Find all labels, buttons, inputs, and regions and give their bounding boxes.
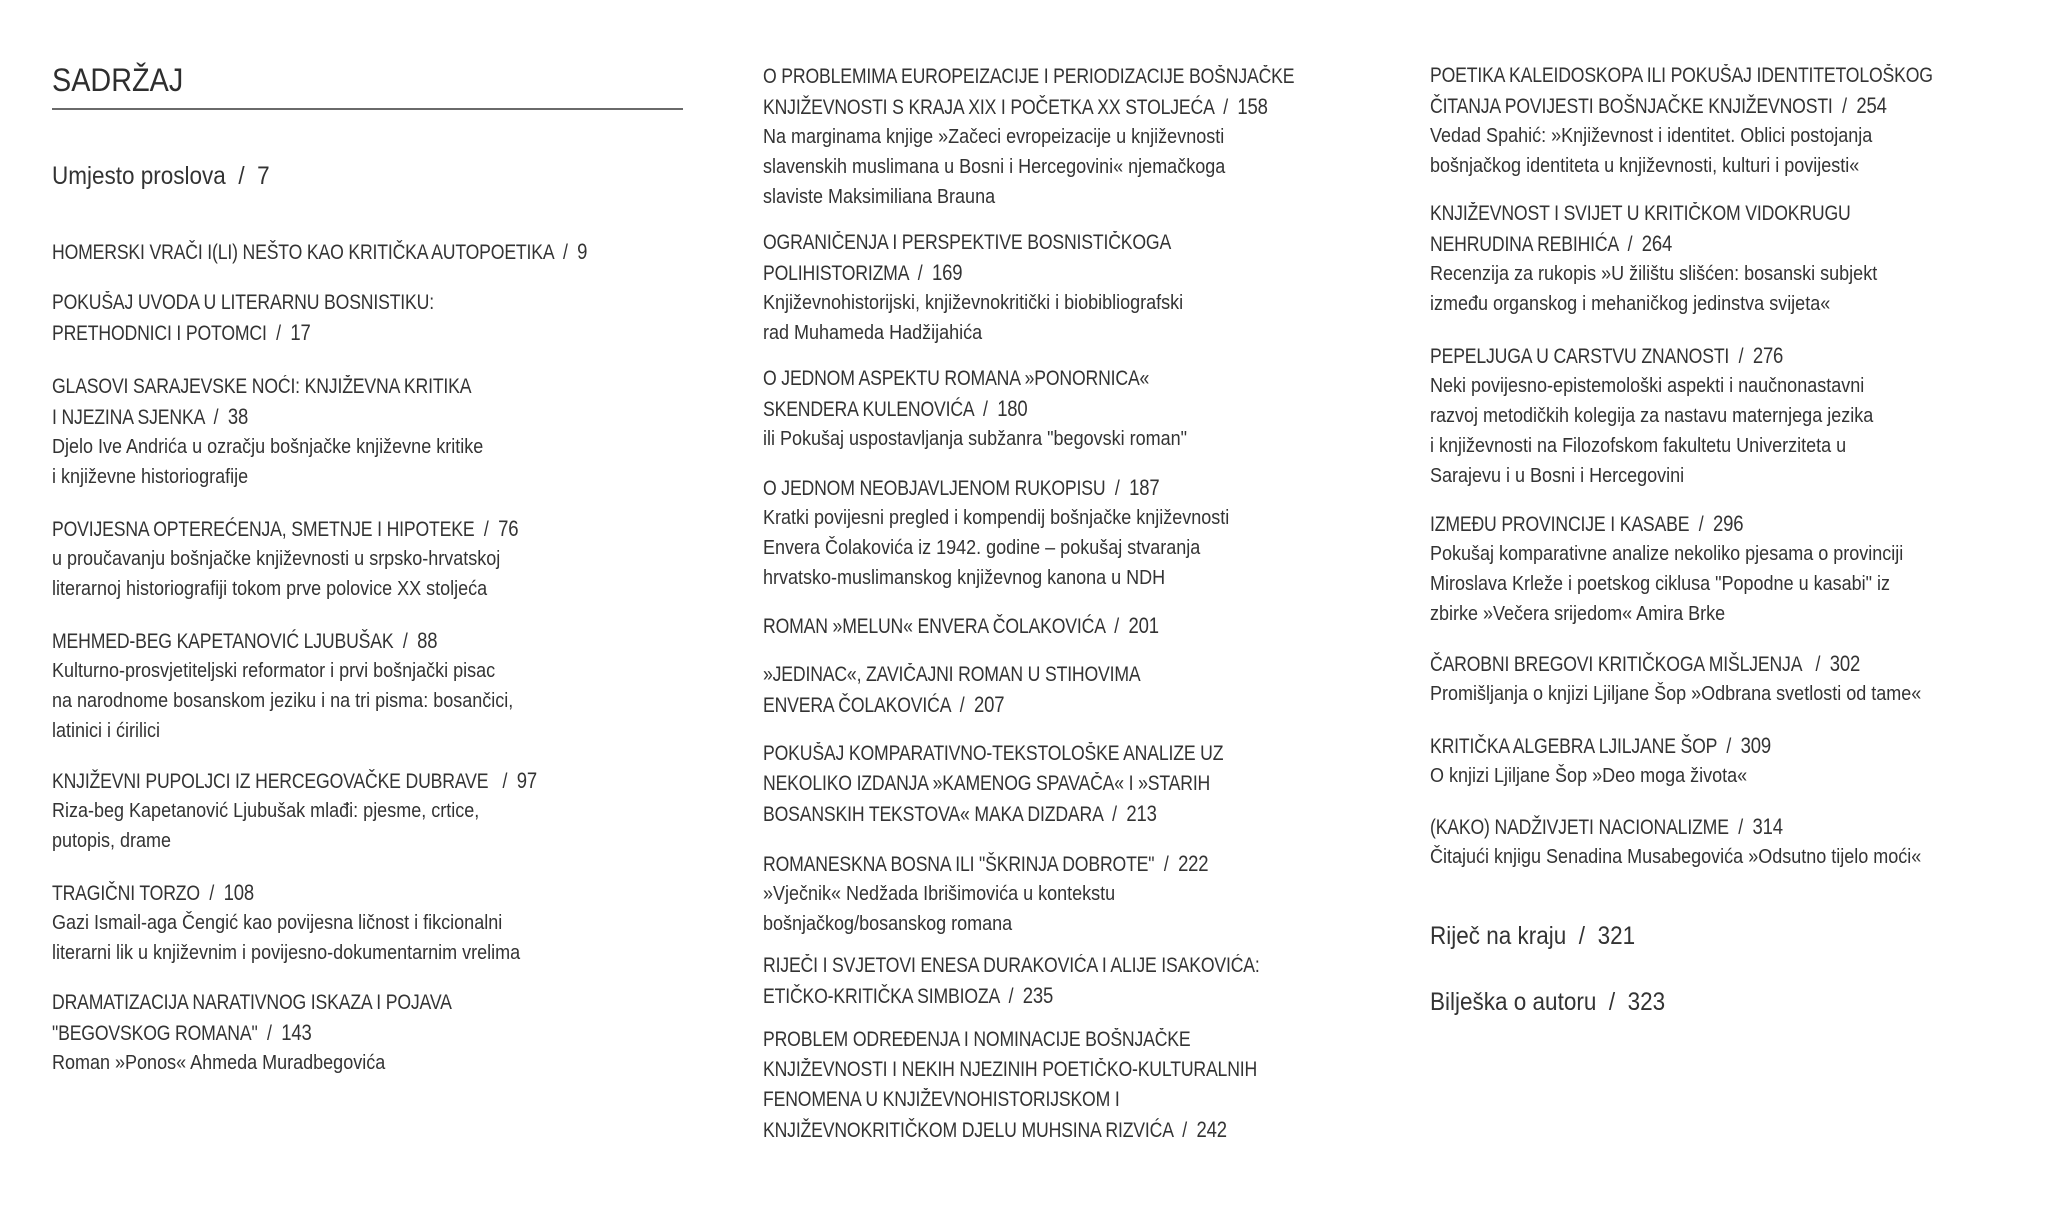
- toc-entry[interactable]: [763, 62, 1396, 212]
- page-separator: /: [973, 398, 998, 421]
- entry-heading-line: [1430, 985, 1665, 1019]
- page-separator: /: [1154, 853, 1179, 876]
- entry-heading-line: [52, 988, 452, 1018]
- entry-heading-text: PEPELJUGA U CARSTVU ZNANOSTI: [1430, 345, 1730, 368]
- page-separator: /: [1596, 988, 1628, 1016]
- page-separator: /: [908, 262, 933, 285]
- toc-entry[interactable]: [1430, 919, 1658, 953]
- page-number: 296: [1712, 511, 1744, 536]
- page-separator: /: [474, 518, 499, 541]
- toc-entry[interactable]: [763, 849, 1293, 939]
- page-number: 97: [516, 768, 537, 793]
- entry-heading-line: [763, 849, 1208, 879]
- entry-heading-text: PROBLEM ODREĐENJA I NOMINACIJE BOŠNJAČKE: [763, 1028, 1191, 1051]
- page-separator: /: [1728, 816, 1753, 839]
- entry-subtitle-line: Književnohistorijski, književnokritički i biobibliografski: [763, 292, 1184, 314]
- page-number: 254: [1856, 93, 1887, 118]
- entry-subtitle-line: bošnjačkog identiteta u književnosti, kulturi i povijesti«: [1430, 155, 1860, 177]
- page-number: 158: [1237, 94, 1268, 119]
- entry-subtitle-line: rad Muhameda Hadžijahića: [763, 322, 983, 344]
- page-separator: /: [1806, 653, 1830, 676]
- entry-subtitle-line: »Vječnik« Nedžada Ibrišimovića u kontekstu: [763, 883, 1116, 905]
- entry-heading-text: KNJIŽEVNOST I SVIJET U KRITIČKOM VIDOKRUGU: [1430, 202, 1851, 225]
- page-separator: /: [999, 985, 1023, 1008]
- entry-heading-line: [763, 228, 1171, 258]
- entry-heading-text: POETIKA KALEIDOSKOPA ILI POKUŠAJ IDENTITETOLOŠKOG: [1430, 64, 1933, 87]
- toc-entry[interactable]: [1430, 985, 1691, 1019]
- entry-subtitle-line: u proučavanju bošnjačke književnosti u srpsko-hrvatskoj: [52, 548, 501, 570]
- entry-heading-text: POKUŠAJ UVODA U LITERARNU BOSNISTIKU:: [52, 291, 434, 314]
- entry-heading-line: [763, 473, 1198, 503]
- entry-heading-text: FENOMENA U KNJIŽEVNOHISTORIJSKOM I: [763, 1088, 1120, 1111]
- page-separator: /: [1716, 735, 1741, 758]
- entry-subtitle-line: na narodnome bosanskom jeziku i na tri pisma: bosančici,: [52, 690, 514, 712]
- entry-heading-text: MEHMED-BEG KAPETANOVIĆ LJUBUŠAK: [52, 630, 394, 653]
- entry-subtitle-line: Čitajući knjigu Senadina Musabegovića »Odsutno tijelo moći«: [1430, 846, 1922, 868]
- entry-subtitle-line: zbirke »Večera srijedom« Amira Brke: [1430, 603, 1726, 625]
- toc-entry[interactable]: [763, 660, 1212, 720]
- page-number: 201: [1128, 613, 1159, 638]
- entry-heading-text: »JEDINAC«, ZAVIČAJNI ROMAN U STIHOVIMA: [763, 663, 1141, 686]
- page-number: 169: [932, 260, 963, 285]
- entry-subtitle-line: razvoj metodičkih kolegija za nastavu maternjega jezika: [1430, 405, 1874, 427]
- toc-entry[interactable]: [763, 739, 1311, 829]
- page-separator: /: [493, 770, 517, 793]
- page-separator: /: [225, 162, 258, 190]
- toc-entry[interactable]: [1430, 61, 2029, 181]
- toc-entry[interactable]: [1430, 199, 1931, 319]
- entry-heading-text: HOMERSKI VRAČI I(LI) NEŠTO KAO KRITIČKA AUTOPOETIKA: [52, 241, 554, 264]
- entry-subtitle-line: literarnoj historiografiji tokom prve polovice XX stoljeća: [52, 578, 488, 600]
- toc-entry[interactable]: [1430, 649, 1976, 709]
- entry-heading-line: [1430, 731, 1771, 761]
- entry-heading-line: [1430, 341, 1844, 371]
- entry-subtitle-line: Riza-beg Kapetanović Ljubušak mlađi: pjesme, crtice,: [52, 800, 480, 822]
- entry-heading-line: [52, 372, 471, 402]
- page-number: 207: [974, 692, 1005, 717]
- page-number: 314: [1752, 814, 1783, 839]
- entry-subtitle-line: Sarajevu i u Bosni i Hercegovini: [1430, 465, 1685, 487]
- page-number: 17: [290, 320, 311, 345]
- entry-heading-line: [52, 237, 587, 267]
- entry-subtitle-line: između organskog i mehaničkog jedinstva svijeta«: [1430, 293, 1831, 315]
- entry-heading-line: [763, 258, 1171, 288]
- entry-subtitle-line: latinici i ćirilici: [52, 720, 161, 742]
- entry-heading-line: [1430, 919, 1635, 953]
- page-separator: /: [1618, 233, 1642, 256]
- entry-heading-text: POVIJESNA OPTEREĆENJA, SMETNJE I HIPOTEKE: [52, 518, 475, 541]
- page-number: 76: [498, 516, 519, 541]
- page-title: SADRŽAJ: [52, 62, 184, 98]
- entry-heading-text: ROMAN »MELUN« ENVERA ČOLAKOVIĆA: [763, 615, 1105, 638]
- page-number: 242: [1196, 1117, 1227, 1142]
- page-separator: /: [1689, 513, 1713, 536]
- entry-heading-text: GLASOVI SARAJEVSKE NOĆI: KNJIŽEVNA KRITIKA: [52, 375, 472, 398]
- entry-heading-text: O JEDNOM NEOBJAVLJENOM RUKOPISU: [763, 477, 1106, 500]
- entry-heading-text: KNJIŽEVNI PUPOLJCI IZ HERCEGOVAČKE DUBRAVE: [52, 770, 494, 793]
- entry-subtitle-line: Kratki povijesni pregled i kompendij bošnjačke književnosti: [763, 507, 1230, 529]
- toc-entry[interactable]: [763, 364, 1234, 454]
- page-separator: /: [393, 630, 418, 653]
- entry-subtitle-line: Gazi Ismail-aga Čengić kao povijesna ličnost i fikcionalni: [52, 912, 503, 934]
- page-number: 235: [1022, 983, 1054, 1008]
- title-divider: [52, 108, 683, 110]
- page-separator: /: [1566, 922, 1598, 950]
- entry-heading-line: [763, 1085, 1257, 1115]
- page-separator: /: [950, 694, 975, 717]
- entry-heading-text: I NJEZINA SJENKA: [52, 406, 205, 429]
- page-number: 264: [1641, 231, 1673, 256]
- entry-heading-text: ROMANESKNA BOSNA ILI "ŠKRINJA DOBROTE": [763, 853, 1155, 876]
- entry-subtitle-line: i književne historiografije: [52, 466, 249, 488]
- toc-entry[interactable]: [763, 473, 1281, 593]
- entry-heading-text: KNJIŽEVNOKRITIČKOM DJELU MUHSINA RIZVIĆA: [763, 1119, 1173, 1142]
- entry-heading-line: [763, 1115, 1257, 1145]
- page-separator: /: [266, 322, 291, 345]
- entry-subtitle-line: Pokušaj komparativne analize nekoliko pjesama o provinciji: [1430, 543, 1904, 565]
- entry-heading-line: [52, 288, 434, 318]
- toc-entry[interactable]: [52, 514, 607, 604]
- toc-entry[interactable]: [52, 159, 294, 193]
- entry-heading-line: [1430, 649, 1889, 679]
- page-number: 7: [257, 162, 270, 190]
- toc-entry[interactable]: [52, 372, 551, 492]
- toc-entry[interactable]: [763, 228, 1249, 348]
- entry-heading-line: [763, 1055, 1257, 1085]
- entry-heading-text: Umjesto proslova: [52, 162, 226, 190]
- entry-heading-line: [763, 62, 1294, 92]
- entry-heading-line: [1430, 812, 1889, 842]
- toc-entry[interactable]: [763, 1025, 1351, 1145]
- entry-subtitle-line: i književnosti na Filozofskom fakultetu Univerziteta u: [1430, 435, 1847, 457]
- entry-heading-text: KRITIČKA ALGEBRA LJILJANE ŠOP: [1430, 735, 1717, 758]
- entry-subtitle-line: Vedad Spahić: »Književnost i identitet. Oblici postojanja: [1430, 125, 1873, 147]
- toc-entry[interactable]: [763, 611, 1234, 641]
- entry-subtitle-line: ili Pokušaj uspostavljanja subžanra "begovski roman": [763, 428, 1188, 450]
- entry-heading-text: NEHRUDINA REBIHIĆA: [1430, 233, 1619, 256]
- entry-heading-text: RIJEČI I SVJETOVI ENESA DURAKOVIĆA I ALIJE ISAKOVIĆA:: [763, 954, 1260, 977]
- entry-subtitle-line: Roman »Ponos« Ahmeda Muradbegovića: [52, 1052, 386, 1074]
- entry-heading-line: [763, 364, 1159, 394]
- entry-subtitle-line: slaviste Maksimiliana Brauna: [763, 186, 996, 208]
- toc-entry[interactable]: [1430, 731, 1836, 791]
- entry-heading-line: [763, 1025, 1257, 1055]
- entry-subtitle-line: putopis, drame: [52, 830, 172, 852]
- page-separator: /: [1102, 803, 1127, 826]
- entry-heading-text: PRETHODNICI I POTOMCI: [52, 322, 267, 345]
- toc-entry[interactable]: [52, 766, 629, 856]
- toc-entry[interactable]: [763, 951, 1354, 1011]
- page-separator: /: [1213, 96, 1238, 119]
- entry-heading-text: POKUŠAJ KOMPARATIVNO-TEKSTOLOŠKE ANALIZE UZ: [763, 742, 1224, 765]
- entry-subtitle-line: bošnjačkog/bosanskog romana: [763, 913, 1013, 935]
- page-number: 309: [1740, 733, 1771, 758]
- entry-subtitle-line: slavenskih muslimana u Bosni i Hercegovini« njemačkoga: [763, 156, 1226, 178]
- entry-heading-line: [763, 92, 1294, 122]
- page-separator: /: [257, 1022, 282, 1045]
- page-number: 38: [227, 404, 249, 429]
- toc-entry[interactable]: [52, 988, 528, 1078]
- entry-subtitle-line: hrvatsko-muslimanskog književnog kanona u NDH: [763, 567, 1166, 589]
- page-number: 321: [1597, 922, 1636, 950]
- entry-heading-text: IZMEĐU PROVINCIJE I KASABE: [1430, 513, 1690, 536]
- entry-subtitle-line: Kulturno-prosvjetiteljski reformator i prvi bošnjački pisac: [52, 660, 496, 682]
- page-number: 323: [1627, 988, 1666, 1016]
- entry-heading-text: Riječ na kraju: [1430, 922, 1567, 950]
- entry-heading-text: OGRANIČENJA I PERSPEKTIVE BOSNISTIČKOGA: [763, 231, 1172, 254]
- entry-heading-text: ČITANJA POVIJESTI BOŠNJAČKE KNJIŽEVNOSTI: [1430, 95, 1833, 118]
- page-number: 187: [1129, 475, 1160, 500]
- entry-heading-text: "BEGOVSKOG ROMANA": [52, 1022, 258, 1045]
- toc-entry[interactable]: [52, 288, 507, 348]
- toc-entry[interactable]: [52, 237, 689, 267]
- toc-entry[interactable]: [52, 878, 572, 968]
- entry-subtitle-line: Recenzija za rukopis »U žilištu slišćen: bosanski subjekt: [1430, 263, 1878, 285]
- entry-heading-text: KNJIŽEVNOSTI S KRAJA XIX I POČETKA XX STOLJEĆA: [763, 96, 1214, 119]
- page-separator: /: [199, 882, 224, 905]
- page-number: 88: [417, 628, 438, 653]
- page-number: 108: [223, 880, 254, 905]
- entry-subtitle-line: O knjizi Ljiljane Šop »Deo moga života«: [1430, 765, 1748, 787]
- toc-entry[interactable]: [52, 626, 564, 746]
- entry-heading-text: DRAMATIZACIJA NARATIVNOG ISKAZA I POJAVA: [52, 991, 452, 1014]
- page-number: 9: [577, 239, 588, 264]
- entry-heading-line: [52, 626, 482, 656]
- entry-heading-text: O JEDNOM ASPEKTU ROMANA »PONORNICA«: [763, 367, 1150, 390]
- entry-heading-line: [763, 739, 1223, 769]
- entry-heading-line: [763, 690, 1141, 720]
- page-number: 222: [1178, 851, 1209, 876]
- entry-heading-text: (KAKO) NADŽIVJETI NACIONALIZME: [1430, 816, 1729, 839]
- page-number: 180: [997, 396, 1028, 421]
- entry-subtitle-line: Na marginama knjige »Začeci evropeizacije u književnosti: [763, 126, 1225, 148]
- entry-heading-text: ČAROBNI BREGOVI KRITIČKOGA MIŠLJENJA: [1430, 653, 1807, 676]
- entry-heading-text: NEKOLIKO IZDANJA »KAMENOG SPAVAČA« I »STARIH: [763, 772, 1211, 795]
- entry-heading-line: [52, 318, 434, 348]
- entry-heading-text: ENVERA ČOLAKOVIĆA: [763, 694, 951, 717]
- entry-heading-line: [52, 159, 270, 193]
- entry-heading-text: TRAGIČNI TORZO: [52, 882, 200, 905]
- entry-subtitle-line: Neki povijesno-epistemološki aspekti i naučnonastavni: [1430, 375, 1865, 397]
- entry-subtitle-line: Promišljanja o knjizi Ljiljane Šop »Odbrana svetlosti od tame«: [1430, 683, 1922, 705]
- entry-subtitle-line: Miroslava Krleže i poetskog ciklusa "Popodne u kasabi" iz: [1430, 573, 1891, 595]
- page-separator: /: [1105, 477, 1130, 500]
- entry-heading-text: POLIHISTORIZMA: [763, 262, 909, 285]
- entry-heading-text: O PROBLEMIMA EUROPEIZACIJE I PERIODIZACIJE BOŠNJAČKE: [763, 65, 1295, 88]
- entry-subtitle-line: Envera Čolakovića iz 1942. godine – pokušaj stvaranja: [763, 537, 1201, 559]
- page-number: 143: [281, 1020, 312, 1045]
- toc-entry[interactable]: [1430, 509, 1956, 629]
- entry-heading-line: [52, 402, 471, 432]
- entry-heading-line: [52, 514, 518, 544]
- toc-entry[interactable]: [1430, 341, 1922, 491]
- entry-heading-line: [1430, 199, 1851, 229]
- page-separator: /: [204, 406, 228, 429]
- entry-heading-line: [52, 766, 537, 796]
- page-separator: /: [1172, 1119, 1197, 1142]
- page-number: 302: [1829, 651, 1861, 676]
- page-separator: /: [553, 241, 578, 264]
- entry-heading-line: [763, 394, 1159, 424]
- entry-heading-line: [1430, 61, 1933, 91]
- entry-heading-line: [52, 1018, 452, 1048]
- entry-heading-line: [763, 981, 1260, 1011]
- entry-subtitle-line: Djelo Ive Andrića u ozračju bošnjačke književne kritike: [52, 436, 484, 458]
- entry-heading-line: [1430, 229, 1851, 259]
- page-separator: /: [1729, 345, 1753, 368]
- entry-heading-text: ETIČKO-KRITIČKA SIMBIOZA: [763, 985, 1000, 1008]
- entry-heading-line: [763, 611, 1159, 641]
- toc-entry[interactable]: [1430, 812, 1976, 872]
- entry-heading-line: [52, 878, 489, 908]
- entry-heading-line: [763, 799, 1223, 829]
- page-number: 276: [1752, 343, 1784, 368]
- entry-heading-line: [763, 769, 1223, 799]
- entry-heading-text: SKENDERA KULENOVIĆA: [763, 398, 974, 421]
- entry-heading-line: [763, 951, 1260, 981]
- entry-heading-line: [763, 660, 1141, 690]
- page-number: 213: [1126, 801, 1157, 826]
- entry-heading-line: [1430, 91, 1933, 121]
- entry-heading-text: Bilješka o autoru: [1430, 988, 1597, 1016]
- entry-heading-line: [1430, 509, 1872, 539]
- page-separator: /: [1832, 95, 1857, 118]
- entry-heading-text: BOSANSKIH TEKSTOVA« MAKA DIZDARA: [763, 803, 1103, 826]
- page-separator: /: [1104, 615, 1129, 638]
- entry-subtitle-line: literarni lik u književnim i povijesno-dokumentarnim vrelima: [52, 942, 521, 964]
- entry-heading-text: KNJIŽEVNOSTI I NEKIH NJEZINIH POETIČKO-KULTURALNIH: [763, 1058, 1258, 1081]
